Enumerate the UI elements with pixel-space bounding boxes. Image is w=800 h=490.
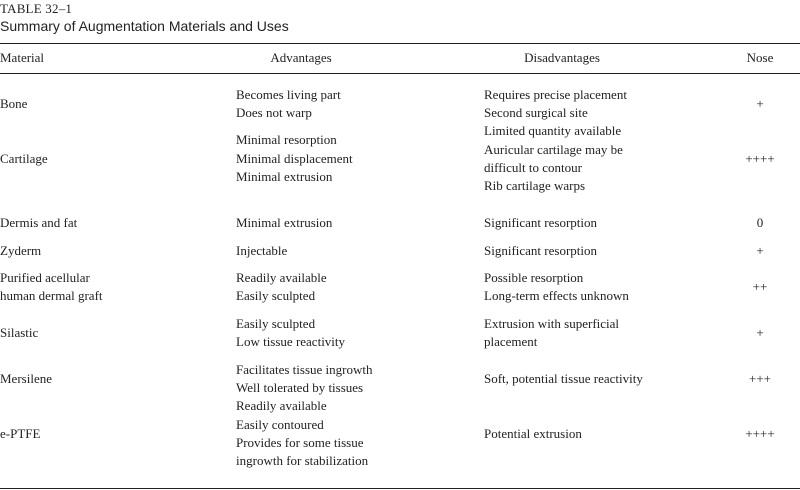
cell-advantages bbox=[236, 131, 353, 186]
cell-disadvantages bbox=[484, 315, 619, 352]
top-rule bbox=[0, 43, 800, 44]
cell-advantages-line: Facilitates tissue ingrowth bbox=[236, 361, 373, 377]
header-rule bbox=[0, 73, 800, 74]
cell-nose: +++ bbox=[749, 370, 771, 386]
cell-advantages-line: Easily sculpted bbox=[236, 315, 316, 331]
cell-disadvantages bbox=[484, 269, 629, 306]
cell-advantages-line: Injectable bbox=[236, 242, 288, 258]
cell-advantages bbox=[236, 397, 368, 471]
cell-material-line: Mersilene bbox=[0, 370, 52, 386]
cell-advantages-line: Low tissue reactivity bbox=[236, 334, 346, 349]
cell-material bbox=[0, 425, 40, 443]
cell-nose: ++++ bbox=[745, 425, 775, 441]
cell-disadvantages-line: Significant resorption bbox=[484, 214, 598, 230]
cell-disadvantages-line: Soft, potential tissue reactivity bbox=[484, 370, 643, 386]
cell-material-line: Cartilage bbox=[0, 150, 48, 166]
cell-advantages-line: Minimal resorption bbox=[236, 132, 337, 148]
cell-material bbox=[0, 214, 77, 232]
cell-disadvantages-line: difficult to contour bbox=[484, 160, 582, 175]
cell-advantages-line: Provides for some tissue bbox=[236, 435, 364, 450]
cell-disadvantages-line: Potential extrusion bbox=[484, 425, 582, 441]
header-disadvantages-label: Disadvantages bbox=[524, 50, 600, 65]
cell-material bbox=[0, 370, 52, 388]
cell-advantages-line: Minimal extrusion bbox=[236, 169, 333, 185]
cell-disadvantages bbox=[484, 122, 623, 196]
cell-advantages-line: Minimal extrusion bbox=[236, 214, 333, 230]
cell-advantages-line: Minimal displacement bbox=[236, 150, 353, 166]
cell-advantages-line: Easily sculpted bbox=[236, 288, 316, 303]
cell-material-line: Silastic bbox=[0, 324, 39, 340]
cell-disadvantages-line: Significant resorption bbox=[484, 242, 598, 258]
cell-material bbox=[0, 324, 38, 342]
cell-nose: + bbox=[756, 242, 764, 258]
cell-material bbox=[0, 242, 41, 260]
cell-advantages-line: Easily contoured bbox=[236, 416, 324, 432]
cell-material-line: e-PTFE bbox=[0, 425, 41, 441]
cell-advantages bbox=[236, 315, 345, 352]
cell-nose: 0 bbox=[756, 214, 764, 230]
cell-disadvantages-line: Extrusion with superficial bbox=[484, 315, 620, 331]
table-title: Summary of Augmentation Materials and Uses bbox=[0, 18, 289, 34]
cell-material-line: human dermal graft bbox=[0, 288, 103, 303]
cell-disadvantages-line: Auricular cartilage may be bbox=[484, 141, 623, 157]
cell-disadvantages bbox=[484, 425, 582, 443]
header-nose-label: Nose bbox=[746, 50, 774, 65]
cell-disadvantages bbox=[484, 86, 627, 123]
header-material: Material bbox=[0, 50, 45, 65]
cell-advantages-line: ingrowth for stabilization bbox=[236, 453, 369, 469]
cell-advantages-line: Well tolerated by tissues bbox=[236, 380, 364, 395]
cell-advantages bbox=[236, 242, 287, 260]
cell-disadvantages-line: Requires precise placement bbox=[484, 86, 627, 102]
cell-disadvantages-line: Rib cartilage warps bbox=[484, 178, 586, 194]
bottom-rule bbox=[0, 488, 800, 489]
cell-disadvantages-line: Possible resorption bbox=[484, 269, 584, 285]
cell-advantages bbox=[236, 361, 372, 398]
cell-material bbox=[0, 269, 103, 306]
table-number: TABLE 32–1 bbox=[0, 1, 73, 16]
cell-material-line: Dermis and fat bbox=[0, 214, 78, 230]
header-advantages-label: Advantages bbox=[270, 50, 332, 65]
cell-disadvantages-line: Second surgical site bbox=[484, 105, 588, 120]
cell-advantages bbox=[236, 214, 332, 232]
cell-advantages bbox=[236, 86, 341, 123]
cell-disadvantages-line: Limited quantity available bbox=[484, 123, 622, 139]
cell-advantages-line: Readily available bbox=[236, 398, 327, 414]
cell-nose: ++++ bbox=[745, 150, 775, 166]
cell-disadvantages bbox=[484, 370, 643, 388]
cell-advantages-line: Readily available bbox=[236, 269, 327, 285]
cell-nose: ++ bbox=[752, 278, 768, 294]
cell-material-line: Bone bbox=[0, 95, 28, 111]
cell-material bbox=[0, 95, 27, 113]
cell-disadvantages-line: placement bbox=[484, 334, 538, 349]
cell-advantages bbox=[236, 269, 327, 306]
cell-material-line: Purified acellular bbox=[0, 269, 90, 285]
cell-material-line: Zyderm bbox=[0, 242, 42, 258]
cell-material bbox=[0, 150, 48, 168]
cell-advantages-line: Does not warp bbox=[236, 105, 312, 120]
cell-nose: + bbox=[756, 324, 764, 340]
cell-advantages-line: Becomes living part bbox=[236, 86, 341, 102]
cell-disadvantages bbox=[484, 242, 597, 260]
cell-nose: + bbox=[756, 95, 764, 111]
cell-disadvantages-line: Long-term effects unknown bbox=[484, 288, 629, 303]
cell-disadvantages bbox=[484, 214, 597, 232]
